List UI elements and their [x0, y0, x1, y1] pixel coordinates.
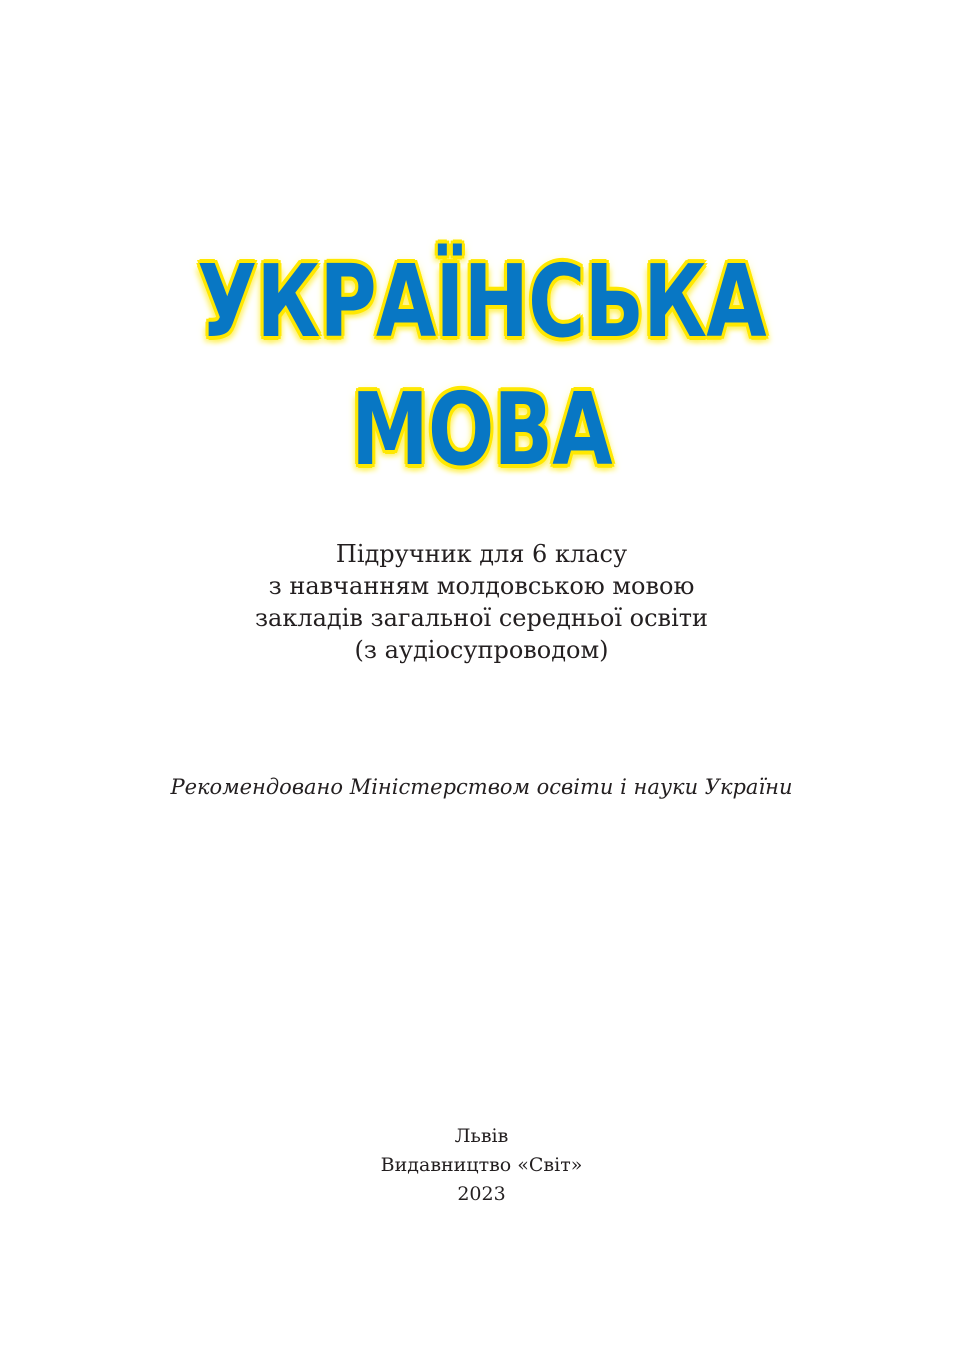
book-title-line-1: УКРАЇНСЬКА [197, 243, 766, 360]
imprint-publisher: Видавництво «Світ» [380, 1154, 583, 1176]
imprint-year: 2023 [457, 1183, 506, 1205]
subtitle-line: Підручник для 6 класу [335, 540, 628, 568]
book-subtitle [0, 538, 963, 666]
subtitle-line: з навчанням молдовською мовою [268, 572, 695, 600]
subtitle-line: закладів загальної середньої освіти [254, 604, 709, 632]
subtitle-line: (з аудіосупроводом) [354, 636, 609, 664]
imprint-city: Львів [454, 1125, 509, 1147]
imprint [0, 1122, 963, 1209]
ministry-recommendation: Рекомендовано Міністерством освіти і науки України [170, 775, 793, 799]
book-title-line-2: МОВА [351, 371, 612, 488]
